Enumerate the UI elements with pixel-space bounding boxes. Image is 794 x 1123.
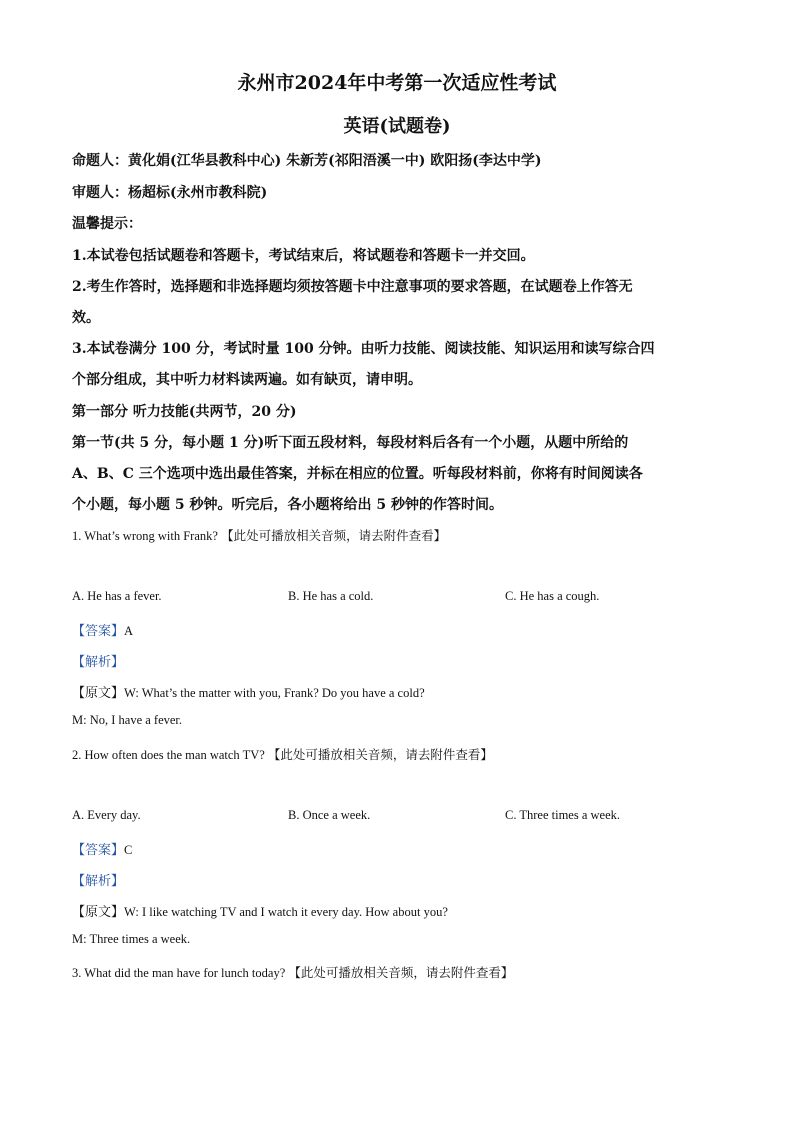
part1-heading: 第一部分 听力技能(共两节，20 分) [72,404,297,420]
exam-title: 永州市2024年中考第一次适应性考试 [237,72,557,94]
audio-note-link[interactable]: 【此处可播放相关音频，请去附件查看】 [288,965,514,980]
notice-heading: 温馨提示： [72,216,142,232]
notice-item-2-line-1: 2.考生作答时，选择题和非选择题均须按答题卡中注意事项的要求答题，在试题卷上作答无 [72,279,633,295]
transcript-text: W: What’s the matter with you, Frank? Do you have a cold? [124,686,425,700]
transcript-text: W: I like watching TV and I watch it every day. How about you? [124,905,448,919]
audio-note-link[interactable]: 【此处可播放相关音频，请去附件查看】 [221,528,447,543]
question-2-option-c: C. Three times a week. [505,808,621,822]
reviewer-line: 审题人：杨超标(永州市教科院) [72,185,268,201]
question-2-transcript-m: M: Three times a week. [72,932,191,946]
question-2-text: 2. How often does the man watch TV? [72,748,268,762]
question-2-option-a: A. Every day. [72,808,141,822]
question-1-option-a: A. He has a fever. [72,589,162,603]
section1-line-3: 个小题，每小题 5 秒钟。听完后，各小题将给出 5 秒钟的作答时间。 [72,497,503,513]
notice-item-2-line-2: 效。 [72,310,100,326]
question-1-transcript-w [72,682,425,701]
authors-line: 命题人：黄化娟(江华县教科中心) 朱新芳(祁阳浯溪一中) 欧阳扬(李达中学) [72,153,542,169]
section1-line-1: 第一节(共 5 分，每小题 1 分)听下面五段材料，每段材料后各有一个小题，从题中所给的 [72,435,629,451]
question-2-answer [72,839,132,858]
answer-value: A [124,624,134,638]
section1-line-2: A、B、C 三个选项中选出最佳答案，并标在相应的位置。听每段材料前，你将有时间阅读各 [72,466,643,482]
question-1-text: 1. What’s wrong with Frank? [72,529,222,543]
question-2-transcript-w [72,901,448,920]
analysis-label: 【解析】 [72,874,125,889]
question-1-analysis [72,651,124,670]
question-1-stem [72,526,446,544]
answer-label: 【答案】 [72,624,125,639]
question-1-option-c: C. He has a cough. [505,589,600,603]
question-2-analysis [72,870,124,889]
question-2-option-b: B. Once a week. [288,808,371,822]
question-3-stem [72,963,513,981]
question-1-option-b: B. He has a cold. [288,589,374,603]
original-label: 【原文】 [72,686,125,701]
notice-item-1: 1.本试卷包括试题卷和答题卡，考试结束后，将试题卷和答题卡一并交回。 [72,248,535,264]
answer-value: C [124,843,133,857]
answer-label: 【答案】 [72,843,125,858]
audio-note-link[interactable]: 【此处可播放相关音频，请去附件查看】 [267,747,493,762]
exam-subtitle: 英语(试题卷) [343,116,451,137]
question-1-answer [72,620,133,639]
question-3-text: 3. What did the man have for lunch today? [72,966,289,980]
question-1-transcript-m: M: No, I have a fever. [72,713,183,727]
notice-item-3-line-2: 个部分组成，其中听力材料读两遍。如有缺页，请申明。 [72,372,422,388]
analysis-label: 【解析】 [72,655,125,670]
original-label: 【原文】 [72,905,125,920]
question-2-stem [72,745,493,763]
notice-item-3-line-1: 3.本试卷满分 100 分，考试时量 100 分钟。由听力技能、阅读技能、知识运用和读写综合四 [72,341,655,357]
